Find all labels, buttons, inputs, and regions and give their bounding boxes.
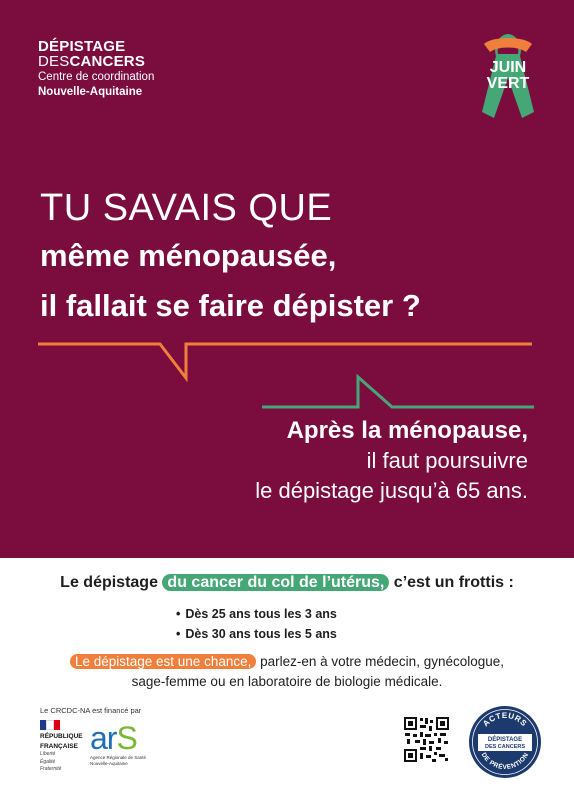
info-chance: Le dépistage est une chance, parlez-en à votre médecin, gynécologue, sage-femme ou en laboratoire de biologie médicale. — [0, 652, 574, 692]
frequency-list — [176, 604, 337, 644]
highlight-chance: Le dépistage est une chance, — [70, 654, 256, 669]
ars-logo: arS Agence Régionale de Santé Nouvelle-Aquitaine — [90, 720, 147, 766]
answer-block — [255, 416, 528, 506]
qr-code-icon[interactable] — [403, 716, 450, 763]
answer-line1: Après la ménopause, — [286, 417, 528, 444]
info-frottis: Le dépistage du cancer du col de l’utérus, c’est un frottis : — [60, 574, 514, 591]
highlight-col-uterus: du cancer du col de l’utérus, — [162, 574, 389, 591]
speech-bubble-lines — [0, 330, 574, 430]
svg-text:ACTEURS: ACTEURS — [481, 710, 529, 729]
svg-text:DE PRÉVENTION: DE PRÉVENTION — [479, 751, 531, 772]
list-item: • Dès 30 ans tous les 5 ans — [176, 624, 337, 644]
french-flag-icon — [40, 720, 60, 730]
logo-line1: DÉPISTAGE — [38, 38, 126, 55]
orange-speech-line — [38, 344, 532, 378]
headline-intro: TU SAVAIS QUE — [40, 187, 333, 229]
campaign-label: JUIN VERT — [486, 59, 530, 92]
answer-line2: il faut poursuivre — [366, 448, 528, 473]
republique-francaise-logo: RÉPUBLIQUE FRANÇAISE Liberté Égalité Fraternité — [40, 720, 90, 766]
logo-line2: DESCANCERS — [38, 53, 146, 70]
svg-text:DÉPISTAGE: DÉPISTAGE — [487, 737, 523, 743]
depistage-cancers-logo — [38, 39, 154, 99]
answer-line3: le dépistage jusqu’à 65 ans. — [255, 478, 528, 503]
list-item: • Dès 25 ans tous les 3 ans — [176, 604, 337, 624]
acteurs-prevention-badge — [468, 705, 542, 779]
logo-line3: Centre de coordination — [38, 71, 155, 83]
headline-line3: il fallait se faire dépister ? — [40, 288, 421, 323]
logo-line4: Nouvelle-Aquitaine — [38, 86, 143, 98]
headline-line2: même ménopausée, — [40, 238, 337, 273]
financed-by-label: Le CRCDC-NA est financé par — [40, 706, 142, 715]
svg-text:DES CANCERS: DES CANCERS — [484, 744, 526, 750]
green-speech-line — [262, 377, 534, 407]
